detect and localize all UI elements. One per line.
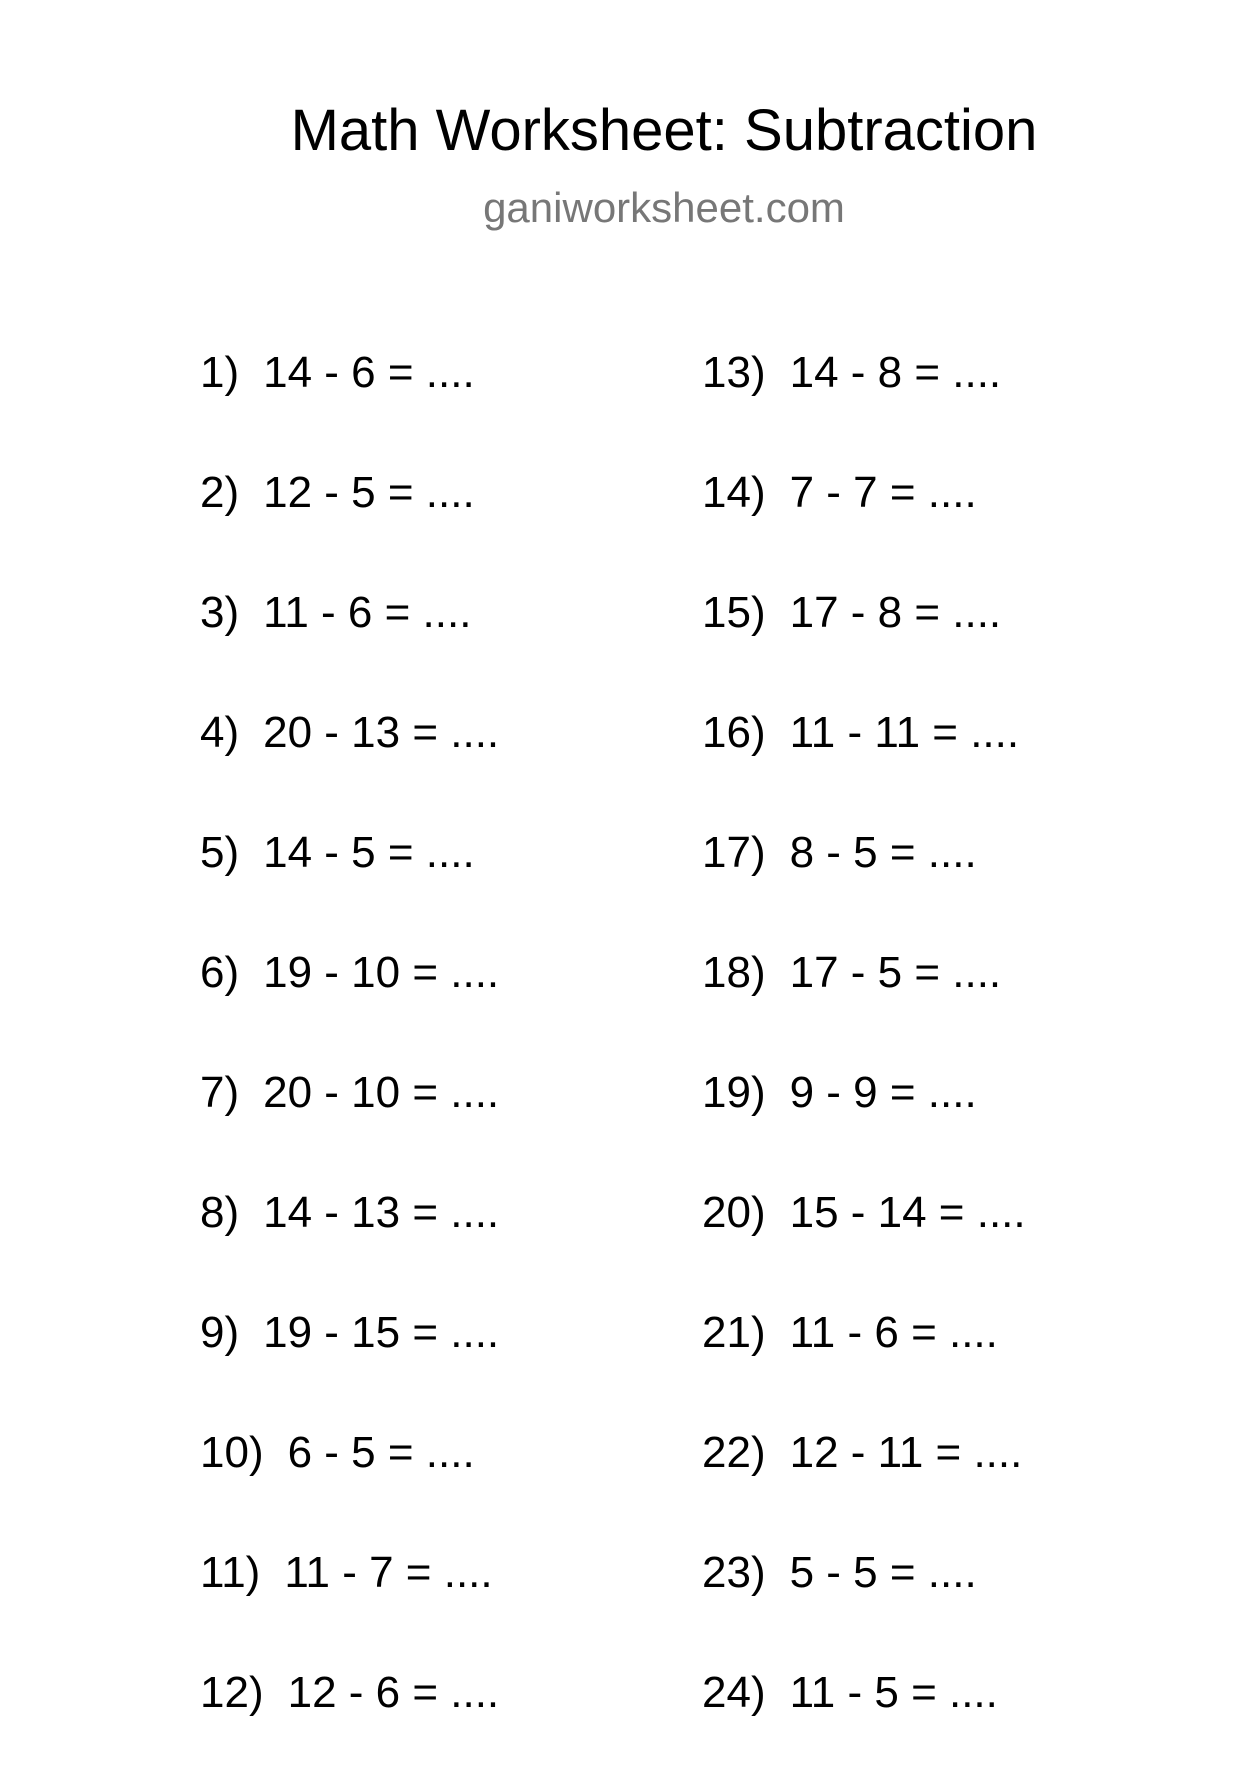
problem-number: 12) bbox=[200, 1668, 264, 1717]
problem-item bbox=[200, 468, 499, 588]
problem-column-left bbox=[200, 348, 499, 1788]
problem-item bbox=[200, 1188, 499, 1308]
problem-number: 9) bbox=[200, 1308, 240, 1357]
problem-expression: 11 - 5 = .... bbox=[789, 1668, 998, 1717]
page-title: Math Worksheet: Subtraction bbox=[290, 98, 1038, 163]
problem-number: 16) bbox=[702, 708, 766, 757]
problem-column-right bbox=[702, 348, 1026, 1788]
problem-expression: 14 - 6 = .... bbox=[263, 348, 475, 397]
problem-expression: 11 - 6 = .... bbox=[789, 1308, 998, 1357]
problem-item bbox=[702, 348, 1026, 468]
problem-number: 20) bbox=[702, 1188, 766, 1237]
problem-expression: 12 - 6 = .... bbox=[287, 1668, 500, 1717]
problem-number: 6) bbox=[200, 948, 240, 997]
problem-expression: 6 - 5 = .... bbox=[287, 1428, 475, 1477]
problem-expression: 20 - 13 = .... bbox=[263, 708, 500, 757]
problem-number: 21) bbox=[702, 1308, 766, 1357]
problem-number: 1) bbox=[200, 348, 240, 397]
problem-number: 17) bbox=[702, 828, 766, 877]
problem-expression: 5 - 5 = .... bbox=[789, 1548, 977, 1597]
problem-item bbox=[200, 1548, 499, 1668]
problem-expression: 14 - 8 = .... bbox=[789, 348, 1002, 397]
problem-expression: 11 - 6 = .... bbox=[263, 588, 472, 637]
problem-item bbox=[200, 1668, 499, 1788]
problem-number: 11) bbox=[200, 1548, 261, 1597]
problem-number: 10) bbox=[200, 1428, 264, 1477]
problem-number: 5) bbox=[200, 828, 240, 877]
problem-item bbox=[702, 1068, 1026, 1188]
problem-number: 18) bbox=[702, 948, 766, 997]
problem-item bbox=[702, 948, 1026, 1068]
problem-number: 22) bbox=[702, 1428, 766, 1477]
problem-number: 14) bbox=[702, 468, 766, 517]
problem-item bbox=[702, 1428, 1026, 1548]
problem-expression: 15 - 14 = .... bbox=[789, 1188, 1026, 1237]
problem-item bbox=[702, 588, 1026, 708]
problem-number: 2) bbox=[200, 468, 240, 517]
problem-expression: 11 - 7 = .... bbox=[284, 1548, 493, 1597]
problem-item bbox=[200, 588, 499, 708]
problem-item bbox=[200, 348, 499, 468]
problem-expression: 11 - 11 = .... bbox=[789, 708, 1020, 757]
problem-expression: 17 - 5 = .... bbox=[789, 948, 1002, 997]
problem-number: 15) bbox=[702, 588, 766, 637]
problem-expression: 17 - 8 = .... bbox=[789, 588, 1002, 637]
problem-number: 23) bbox=[702, 1548, 766, 1597]
problem-item bbox=[200, 708, 499, 828]
problem-expression: 7 - 7 = .... bbox=[789, 468, 977, 517]
problem-item bbox=[702, 468, 1026, 588]
problem-item bbox=[702, 1548, 1026, 1668]
problem-number: 19) bbox=[702, 1068, 766, 1117]
problem-number: 8) bbox=[200, 1188, 240, 1237]
problem-item bbox=[702, 1668, 1026, 1788]
problem-number: 4) bbox=[200, 708, 240, 757]
problem-item bbox=[200, 1428, 499, 1548]
problem-item bbox=[702, 1188, 1026, 1308]
problem-item bbox=[200, 1068, 499, 1188]
problem-expression: 12 - 5 = .... bbox=[263, 468, 475, 517]
problem-item bbox=[702, 708, 1026, 828]
problem-expression: 8 - 5 = .... bbox=[789, 828, 977, 877]
problem-number: 3) bbox=[200, 588, 240, 637]
source-website: ganiworksheet.com bbox=[483, 184, 845, 231]
problem-expression: 14 - 5 = .... bbox=[263, 828, 475, 877]
problem-expression: 9 - 9 = .... bbox=[789, 1068, 977, 1117]
problem-number: 7) bbox=[200, 1068, 240, 1117]
problem-item bbox=[702, 1308, 1026, 1428]
problem-number: 24) bbox=[702, 1668, 766, 1717]
problem-expression: 12 - 11 = .... bbox=[789, 1428, 1023, 1477]
problem-expression: 14 - 13 = .... bbox=[263, 1188, 500, 1237]
problem-expression: 20 - 10 = .... bbox=[263, 1068, 500, 1117]
problem-item bbox=[200, 948, 499, 1068]
problem-item bbox=[200, 828, 499, 948]
problem-number: 13) bbox=[702, 348, 766, 397]
problem-expression: 19 - 10 = .... bbox=[263, 948, 500, 997]
problem-expression: 19 - 15 = .... bbox=[263, 1308, 500, 1357]
problem-item bbox=[702, 828, 1026, 948]
problem-item bbox=[200, 1308, 499, 1428]
